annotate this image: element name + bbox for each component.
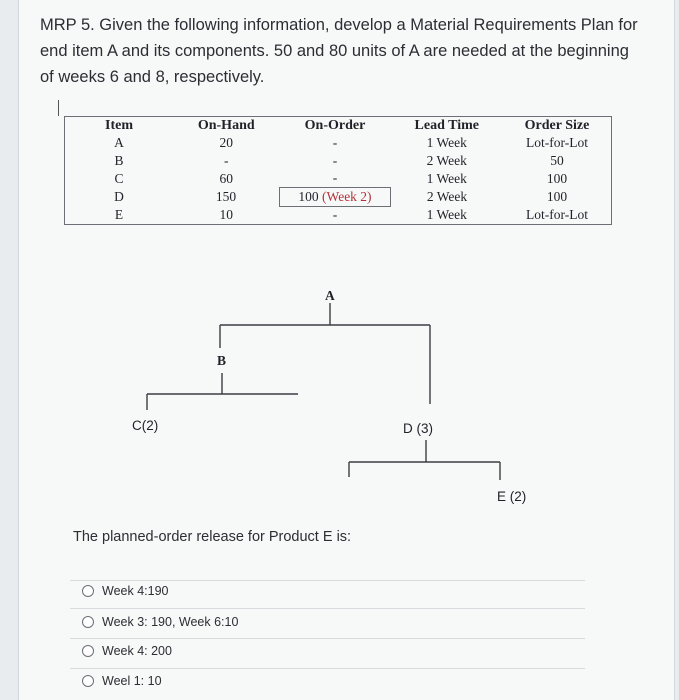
answer-option-4[interactable] [82, 674, 162, 688]
header-lead-time: Lead Time [414, 117, 479, 133]
table-header-row [65, 117, 612, 135]
cell-item: B [114, 152, 124, 168]
cell-on-hand: 10 [219, 207, 233, 222]
cell-item: E [114, 207, 124, 222]
header-order-size: Order Size [524, 117, 590, 133]
option-label: Weel 1: 10 [102, 674, 162, 688]
tree-node-e: E (2) [497, 489, 527, 504]
radio-button[interactable] [82, 675, 94, 687]
answer-option-1[interactable] [82, 584, 168, 598]
cell-lead-time: 1 Week [426, 170, 467, 186]
table-row [65, 170, 612, 188]
radio-button[interactable] [82, 616, 94, 628]
cell-order-size: 50 [550, 152, 564, 168]
cell-order-size: 100 [546, 170, 568, 186]
option-divider [70, 668, 585, 669]
option-divider [70, 638, 585, 639]
cell-lead-time: 1 Week [426, 135, 467, 151]
tree-node-c: C(2) [132, 418, 159, 433]
cell-on-hand: 20 [219, 135, 233, 151]
tree-node-b: B [217, 353, 227, 368]
cell-order-size: Lot-for-Lot [526, 207, 588, 222]
cell-item: A [114, 135, 124, 151]
cell-lead-time: 1 Week [426, 207, 467, 222]
cell-on-order: - [332, 170, 338, 186]
header-on-hand: On-Hand [197, 117, 255, 133]
question-prompt: The planned-order release for Product E is: [73, 529, 352, 545]
answer-option-3[interactable] [82, 644, 172, 658]
header-item: Item [105, 117, 133, 133]
cell-on-order-dash: - [332, 135, 338, 151]
option-label: Week 4:190 [102, 584, 169, 598]
cell-item: D [114, 188, 124, 204]
table-row [65, 152, 612, 170]
cell-on-order: - [332, 152, 338, 168]
header-on-order: On-Order [304, 117, 366, 133]
cell-on-order [280, 188, 391, 207]
cell-lead-time: 2 Week [426, 152, 467, 168]
cell-on-hand: 150 [215, 188, 237, 204]
tree-node-d: D (3) [403, 421, 433, 436]
cell-on-order-qty: 100 [298, 188, 323, 204]
cell-on-order: - [332, 207, 338, 223]
option-divider [70, 608, 585, 609]
cell-on-hand: 60 [219, 170, 233, 186]
figure-edge-line [58, 100, 59, 116]
cell-lead-time: 2 Week [426, 188, 468, 204]
radio-button[interactable] [82, 645, 94, 657]
cell-on-hand: - [224, 152, 229, 168]
cell-on-order [280, 135, 391, 153]
table-row [65, 135, 612, 153]
question-text: MRP 5. Given the following information, develop a Material Requirements Plan for end item A and its components. 50 and 80 units of A are needed at the beginning of weeks 6 and 8, respectively. [40, 16, 638, 86]
cell-order-size: 100 [546, 188, 568, 204]
answer-option-2[interactable] [82, 615, 238, 629]
cell-order-size: Lot-for-Lot [526, 135, 588, 151]
table-row [65, 206, 612, 225]
cell-on-order-week: (Week 2) [322, 188, 372, 204]
tree-node-a: A [325, 288, 335, 303]
mrp-data-table [64, 116, 612, 225]
table-row [65, 188, 612, 207]
option-divider [70, 580, 585, 581]
option-label: Week 3: 190, Week 6:10 [102, 615, 239, 629]
radio-button[interactable] [82, 585, 94, 597]
cell-item: C [114, 170, 124, 186]
option-label: Week 4: 200 [102, 644, 172, 658]
